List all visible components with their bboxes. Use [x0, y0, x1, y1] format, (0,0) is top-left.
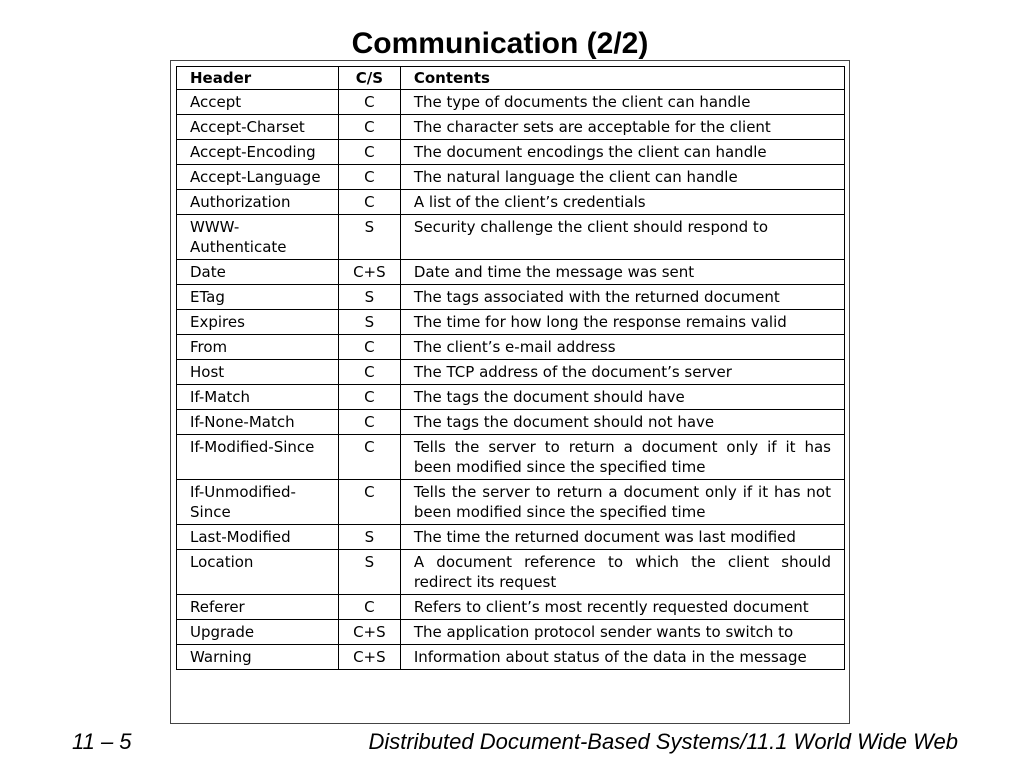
table-row [177, 410, 845, 435]
header-name-cell: Accept-Charset [177, 115, 339, 140]
contents-cell: The type of documents the client can handle [400, 90, 844, 115]
contents-cell: The TCP address of the document’s server [400, 360, 844, 385]
contents-cell: The time the returned document was last modified [400, 525, 844, 550]
client-server-cell: S [338, 310, 400, 335]
column-header-header: Header [177, 67, 339, 90]
contents-cell: Security challenge the client should respond to [400, 215, 844, 260]
table-row [177, 310, 845, 335]
header-name-cell: If-None-Match [177, 410, 339, 435]
table-row [177, 360, 845, 385]
table-row [177, 435, 845, 480]
contents-cell: The time for how long the response remains valid [400, 310, 844, 335]
client-server-cell: C [338, 360, 400, 385]
header-name-cell: Authorization [177, 190, 339, 215]
table-row [177, 190, 845, 215]
table-row [177, 550, 845, 595]
contents-cell: The tags the document should have [400, 385, 844, 410]
header-name-cell: Host [177, 360, 339, 385]
client-server-cell: C [338, 190, 400, 215]
contents-cell: Date and time the message was sent [400, 260, 844, 285]
client-server-cell: C [338, 480, 400, 525]
client-server-cell: S [338, 550, 400, 595]
contents-cell: Information about status of the data in the message [400, 645, 844, 670]
header-name-cell: From [177, 335, 339, 360]
column-header-contents: Contents [400, 67, 844, 90]
client-server-cell: S [338, 525, 400, 550]
table-row [177, 140, 845, 165]
header-name-cell: WWW-Authenticate [177, 215, 339, 260]
header-name-cell: Expires [177, 310, 339, 335]
table-row [177, 645, 845, 670]
http-headers-table-frame [170, 60, 850, 724]
table-row [177, 285, 845, 310]
header-name-cell: If-Match [177, 385, 339, 410]
header-name-cell: Accept-Encoding [177, 140, 339, 165]
table-row [177, 215, 845, 260]
client-server-cell: C [338, 90, 400, 115]
table-row [177, 165, 845, 190]
table-header-row [177, 67, 845, 90]
http-headers-table [176, 66, 845, 670]
table-body [177, 90, 845, 670]
table-row [177, 595, 845, 620]
header-name-cell: Referer [177, 595, 339, 620]
client-server-cell: C [338, 165, 400, 190]
contents-cell: The tags associated with the returned document [400, 285, 844, 310]
client-server-cell: C [338, 115, 400, 140]
contents-cell: A document reference to which the client should redirect its request [400, 550, 844, 595]
table-row [177, 620, 845, 645]
client-server-cell: C [338, 385, 400, 410]
client-server-cell: C+S [338, 645, 400, 670]
client-server-cell: C [338, 410, 400, 435]
contents-cell: The document encodings the client can handle [400, 140, 844, 165]
contents-cell: Tells the server to return a document only if it has been modified since the specified time [400, 435, 844, 480]
table-row [177, 115, 845, 140]
header-name-cell: Upgrade [177, 620, 339, 645]
header-name-cell: Accept-Language [177, 165, 339, 190]
client-server-cell: C [338, 140, 400, 165]
client-server-cell: S [338, 285, 400, 310]
client-server-cell: C [338, 595, 400, 620]
contents-cell: Refers to client’s most recently requested document [400, 595, 844, 620]
table-row [177, 385, 845, 410]
header-name-cell: If-Unmodified-Since [177, 480, 339, 525]
table-row [177, 525, 845, 550]
header-name-cell: Last-Modified [177, 525, 339, 550]
client-server-cell: C+S [338, 260, 400, 285]
contents-cell: The character sets are acceptable for the client [400, 115, 844, 140]
header-name-cell: If-Modified-Since [177, 435, 339, 480]
header-name-cell: Accept [177, 90, 339, 115]
column-header-cs: C/S [338, 67, 400, 90]
client-server-cell: C [338, 435, 400, 480]
table-row [177, 335, 845, 360]
header-name-cell: ETag [177, 285, 339, 310]
header-name-cell: Warning [177, 645, 339, 670]
contents-cell: The natural language the client can handle [400, 165, 844, 190]
client-server-cell: C [338, 335, 400, 360]
header-name-cell: Date [177, 260, 339, 285]
contents-cell: The application protocol sender wants to switch to [400, 620, 844, 645]
contents-cell: Tells the server to return a document only if it has not been modified since the specified time [400, 480, 844, 525]
contents-cell: The client’s e-mail address [400, 335, 844, 360]
header-name-cell: Location [177, 550, 339, 595]
slide-number: 11 – 5 [72, 729, 132, 754]
client-server-cell: S [338, 215, 400, 260]
slide-title: Communication (2/2) [351, 27, 649, 60]
contents-cell: A list of the client’s credentials [400, 190, 844, 215]
table-row [177, 260, 845, 285]
course-title: Distributed Document-Based Systems/11.1 World Wide Web [368, 729, 958, 754]
contents-cell: The tags the document should not have [400, 410, 844, 435]
client-server-cell: C+S [338, 620, 400, 645]
table-row [177, 480, 845, 525]
table-row [177, 90, 845, 115]
